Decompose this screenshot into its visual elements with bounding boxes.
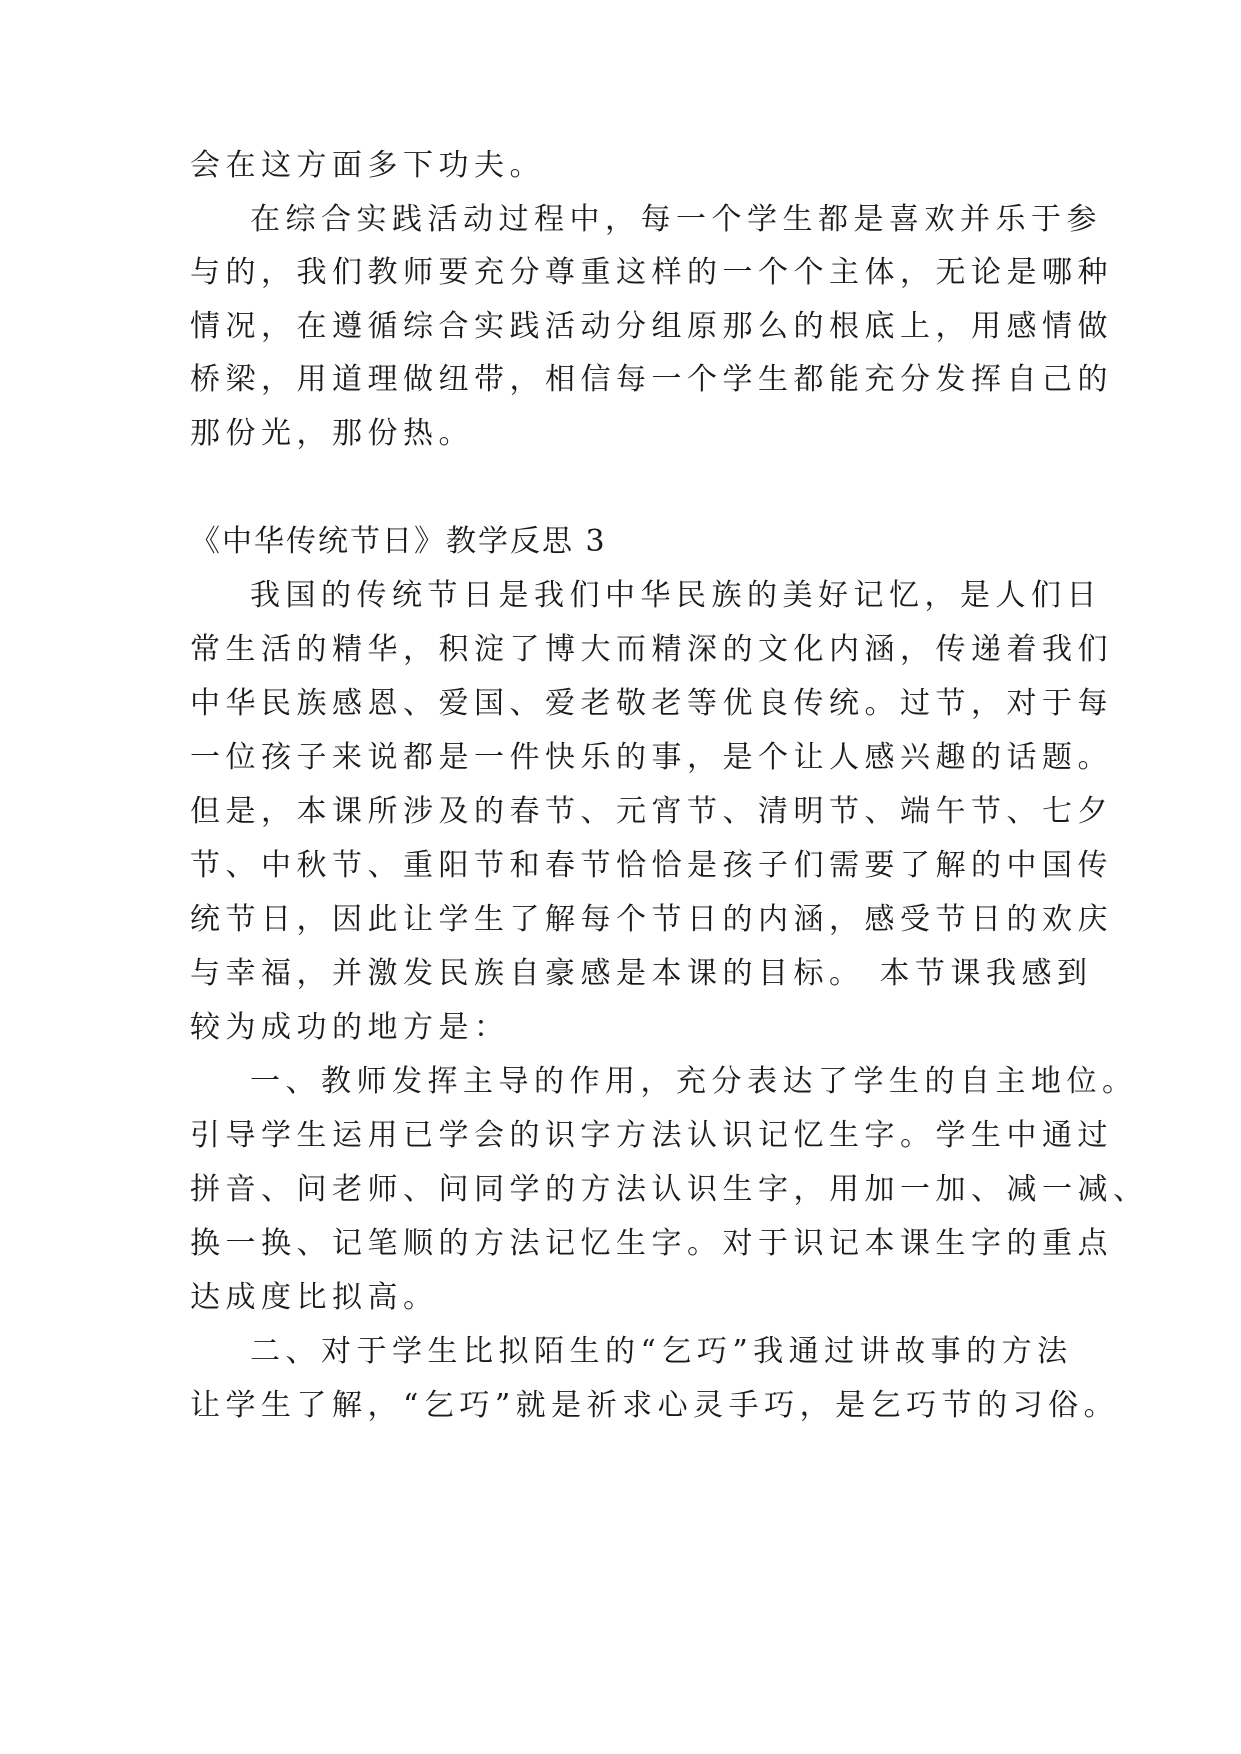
- text-line: 中华民族感恩、爱国、爱老敬老等优良传统。过节，对于每: [190, 686, 1113, 721]
- text-line: 让学生了解，“乞巧”就是祈求心灵手巧，是乞巧节的习俗。: [190, 1388, 1120, 1423]
- text-line: 与的，我们教师要充分尊重这样的一个个主体，无论是哪种: [190, 255, 1113, 290]
- text-line: 但是，本课所涉及的春节、元宵节、清明节、端午节、七夕: [190, 794, 1113, 829]
- text-line: 在综合实践活动过程中，每一个学生都是喜欢并乐于参: [250, 202, 1102, 237]
- text-line: 较为成功的地方是：: [190, 1010, 510, 1045]
- text-line: 一、教师发挥主导的作用，充分表达了学生的自主地位。: [250, 1064, 1138, 1099]
- text-line: 会在这方面多下功夫。: [190, 148, 545, 183]
- text-line: 换一换、记笔顺的方法记忆生字。对于识记本课生字的重点: [190, 1226, 1113, 1261]
- text-line: 与幸福，并激发民族自豪感是本课的目标。 本节课我感到: [190, 956, 1093, 991]
- text-line: 达成度比拟高。: [190, 1280, 439, 1315]
- text-line: 二、对于学生比拟陌生的“乞巧”我通过讲故事的方法: [250, 1334, 1073, 1369]
- text-line: 我国的传统节日是我们中华民族的美好记忆，是人们日: [250, 578, 1102, 613]
- text-line: 那份光，那份热。: [190, 416, 474, 451]
- text-line: 常生活的精华，积淀了博大而精深的文化内涵，传递着我们: [190, 632, 1113, 667]
- text-line: 一位孩子来说都是一件快乐的事，是个让人感兴趣的话题。: [190, 740, 1113, 775]
- text-line: 节、中秋节、重阳节和春节恰恰是孩子们需要了解的中国传: [190, 848, 1113, 883]
- text-line: 统节日，因此让学生了解每个节日的内涵，感受节日的欢庆: [190, 902, 1113, 937]
- section-heading: 《中华传统节日》教学反思 3: [190, 524, 607, 559]
- text-line: 引导学生运用已学会的识字方法认识记忆生字。学生中通过: [190, 1118, 1113, 1153]
- text-line: 拼音、问老师、问同学的方法认识生字，用加一加、减一减、: [190, 1172, 1149, 1207]
- text-line: 情况，在遵循综合实践活动分组原那么的根底上，用感情做: [190, 309, 1113, 344]
- text-line: 桥梁，用道理做纽带，相信每一个学生都能充分发挥自己的: [190, 362, 1113, 397]
